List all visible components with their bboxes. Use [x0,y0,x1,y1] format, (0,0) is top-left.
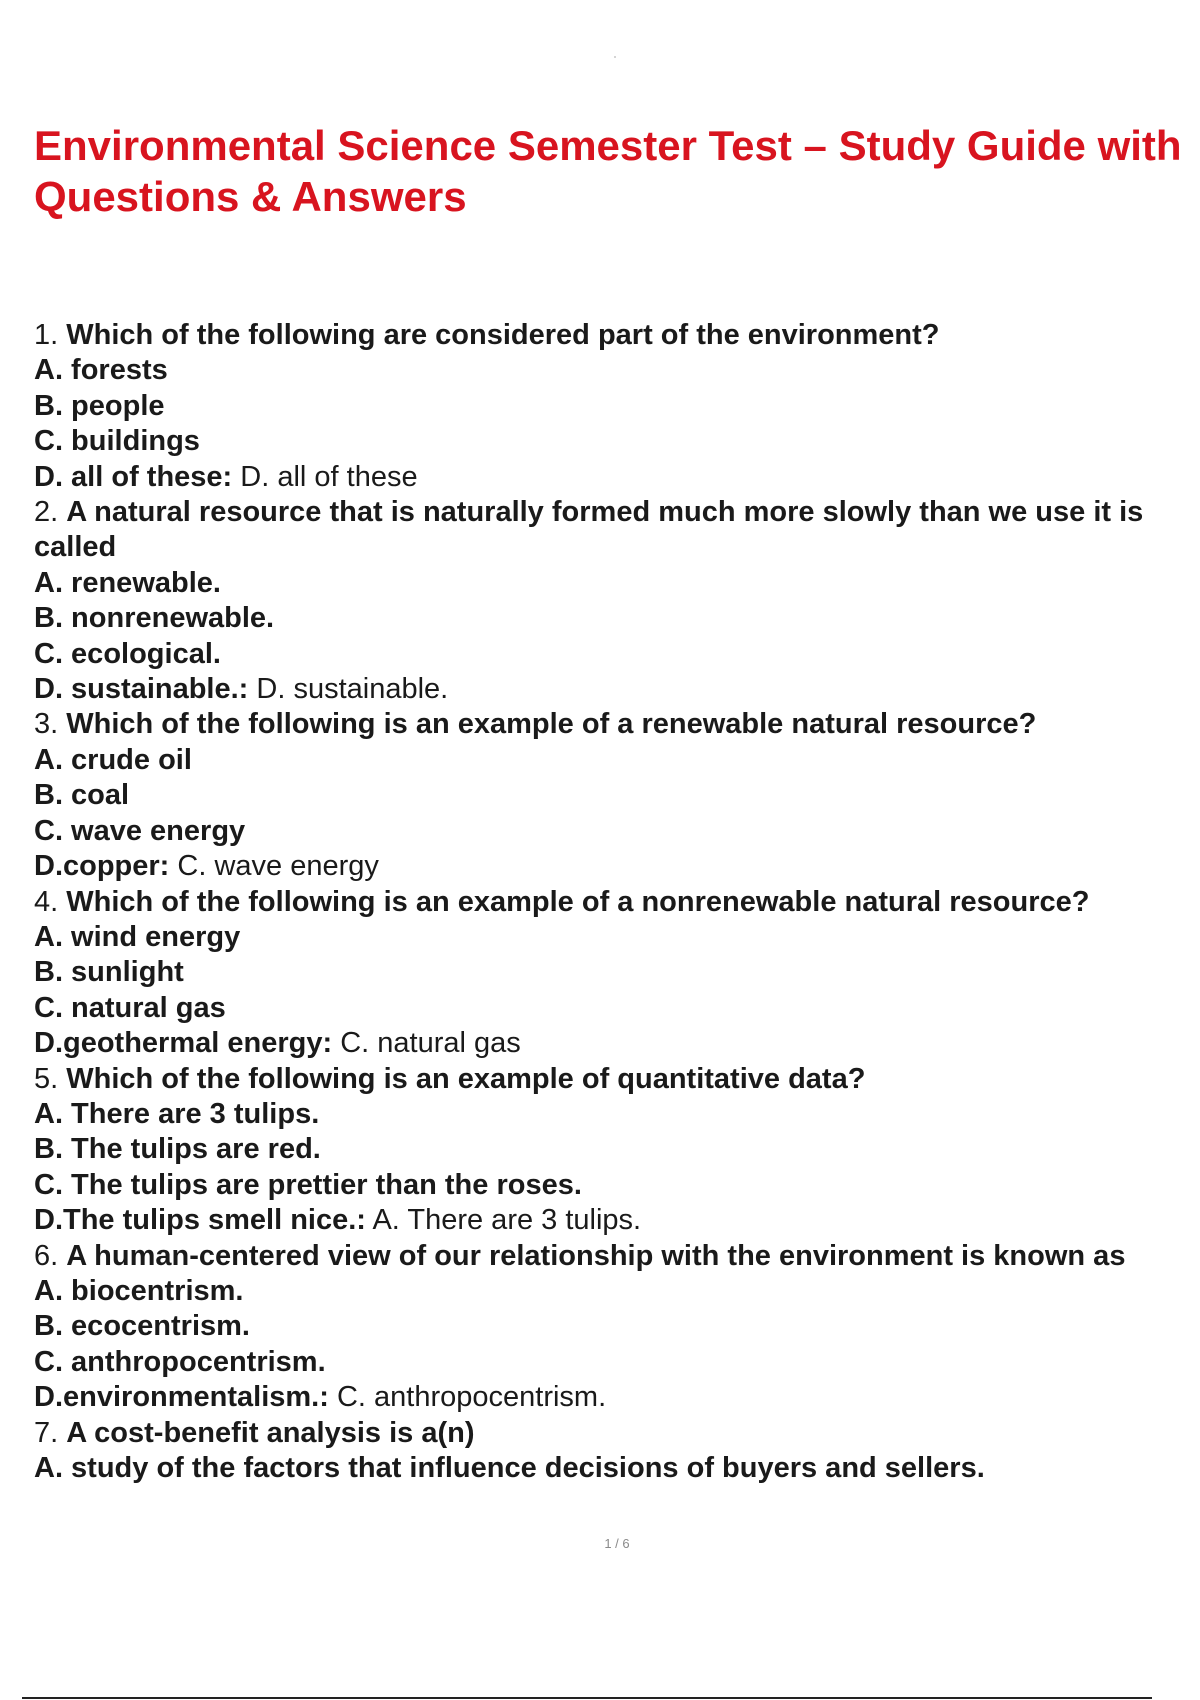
answer-option: A. crude oil [34,743,192,776]
answer-option: C. natural gas [34,991,226,1024]
question-line [34,885,1200,920]
question-block [34,318,1200,495]
answer-option: A. forests [34,354,168,387]
question-line [34,707,1200,742]
correct-answer: C. wave energy [177,850,379,883]
answer-option: D. sustainable.: [34,673,249,706]
answer-option: A. There are 3 tulips. [34,1097,320,1130]
answer-option: A. study of the factors that influence decisions of buyers and sellers. [34,1452,985,1484]
question-text: Which of the following is an example of quantitative data? [66,1062,866,1095]
answer-option: D.geothermal energy: [34,1027,333,1060]
question-block [34,1239,1200,1416]
answer-option: B. people [34,389,165,422]
answer-option: A. wind energy [34,920,241,953]
question-block [34,1062,1200,1239]
question-number: 2. [34,496,59,529]
final-option-line [34,1380,1200,1415]
question-number: 3. [34,708,59,741]
answer-option: C. wave energy [34,814,246,847]
question-text: A natural resource that is naturally formed much more slowly than we use it is called [34,496,1144,564]
final-option-line [34,849,1200,884]
answer-option: A. biocentrism. [34,1274,244,1307]
answer-option: C. The tulips are prettier than the roses. [34,1168,582,1201]
question-number: 6. [34,1239,59,1272]
question-text: A cost-benefit analysis is a(n) [66,1416,475,1449]
page-number: 1 / 6 [604,1536,630,1551]
answer-option: D.The tulips smell nice.: [34,1204,366,1237]
correct-answer: D. sustainable. [256,673,449,706]
answer-option: C. ecological. [34,637,221,670]
answer-option: D. all of these: [34,460,233,493]
question-text: Which of the following is an example of a nonrenewable natural resource? [66,885,1090,918]
answer-option: D.environmentalism.: [34,1381,329,1414]
question-text: Which of the following are considered part of the environment? [66,319,940,351]
question-line [34,1239,1200,1274]
correct-answer: D. all of these [240,460,418,493]
question-number: 1. [34,319,59,351]
answer-option: B. coal [34,779,130,812]
answer-option: B. nonrenewable. [34,602,275,635]
final-option-line [34,672,1200,707]
answer-option: C. buildings [34,425,200,458]
answer-option: D.copper: [34,850,170,883]
question-line [34,495,1200,566]
correct-answer: C. anthropocentrism. [336,1381,607,1414]
question-text: Which of the following is an example of a renewable natural resource? [66,708,1037,741]
correct-answer: C. natural gas [340,1027,521,1060]
answer-option: B. sunlight [34,956,184,989]
question-block [34,495,1200,707]
questions-answers [34,318,1200,1486]
answer-option: A. renewable. [34,566,221,599]
question-line [34,318,1200,353]
final-option-line [34,460,1200,495]
question-number: 7. [34,1416,59,1449]
final-option-line [34,1026,1200,1061]
question-number: 5. [34,1062,59,1095]
question-text: A human-centered view of our relationship with the environment is known as [66,1239,1126,1272]
question-block [34,1416,1200,1487]
question-block [34,707,1200,884]
answer-option: B. ecocentrism. [34,1310,250,1343]
document-title: Environmental Science Semester Test – Study Guide with Questions & Answers [34,122,1182,220]
question-line [34,1416,1200,1451]
correct-answer: A. There are 3 tulips. [372,1204,642,1237]
question-block [34,885,1200,1062]
final-option-line [34,1203,1200,1238]
footer-divider [22,1697,1152,1699]
answer-option: C. anthropocentrism. [34,1345,326,1378]
question-line [34,1062,1200,1097]
document-page [34,0,1194,1700]
question-number: 4. [34,885,59,918]
answer-option: B. The tulips are red. [34,1133,321,1166]
